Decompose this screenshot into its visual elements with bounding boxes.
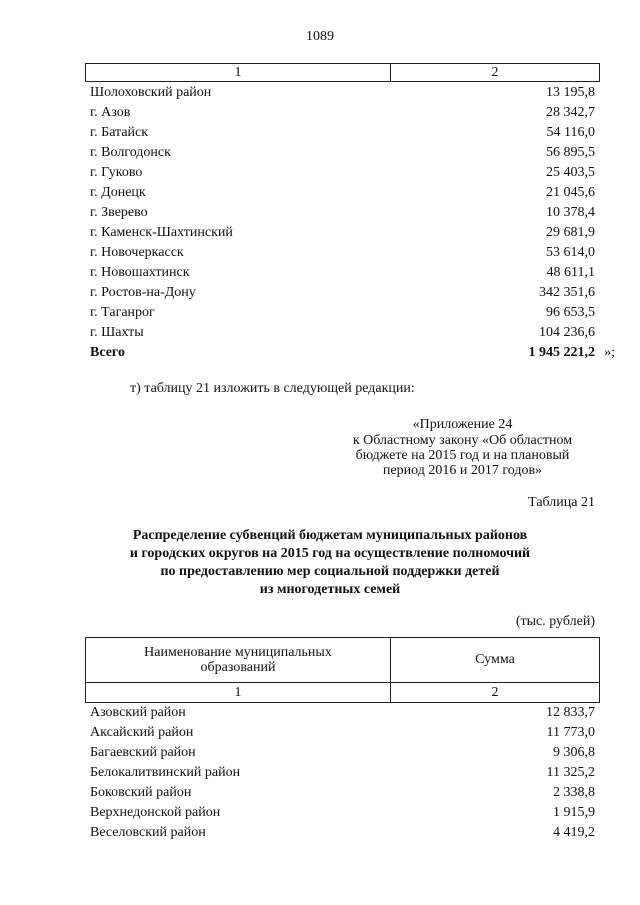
table-row [90, 283, 595, 303]
row-value: 56 895,5 [546, 145, 595, 160]
total-value: 1 945 221,2 [528, 345, 595, 360]
table2-header [85, 637, 600, 703]
row-value: 96 653,5 [546, 305, 595, 320]
header-sum-cell: Сумма [475, 652, 515, 667]
table-row [90, 203, 595, 223]
row-value: 25 403,5 [546, 165, 595, 180]
table1-header [85, 63, 600, 82]
row-value: 10 378,4 [546, 205, 595, 220]
row-name: г. Азов [90, 105, 131, 120]
row-name: Азовский район [90, 705, 186, 720]
row-name: Аксайский район [90, 725, 194, 740]
appendix-line: к Областному закону «Об областном [352, 433, 573, 448]
row-name: Веселовский район [90, 825, 206, 840]
table-row [90, 303, 595, 323]
row-name: г. Каменск-Шахтинский [90, 225, 233, 240]
table1-header-col1: 1 [86, 64, 391, 81]
header-name-line: Наименование муниципальных [144, 645, 332, 660]
row-value: 4 419,2 [553, 825, 595, 840]
table-row [90, 143, 595, 163]
row-name: Багаевский район [90, 745, 196, 760]
table-row [90, 323, 595, 343]
table2-header-col2: 2 [491, 685, 499, 700]
row-value: 21 045,6 [546, 185, 595, 200]
row-value: 11 325,2 [546, 765, 595, 780]
table-label: Таблица 21 [528, 495, 595, 510]
header-name-cell [86, 638, 391, 682]
row-name: г. Новочеркасск [90, 245, 184, 260]
table-title [90, 527, 570, 599]
table-row [90, 163, 595, 183]
row-name: г. Волгодонск [90, 145, 171, 160]
table-row [90, 263, 595, 283]
row-value: 13 195,8 [546, 85, 595, 100]
row-name: г. Новошахтинск [90, 265, 190, 280]
row-name: Боковский район [90, 785, 192, 800]
total-row [90, 343, 615, 363]
table-row [90, 803, 595, 823]
row-value: 48 611,1 [546, 265, 595, 280]
appendix-line: бюджете на 2015 год и на плановый [355, 448, 570, 463]
table-row [90, 83, 595, 103]
page-number: 1089 [306, 29, 334, 44]
row-name: Шолоховский район [90, 85, 212, 100]
table-row [90, 183, 595, 203]
row-name: г. Таганрог [90, 305, 155, 320]
table2-header-col1: 1 [86, 683, 391, 703]
row-value: 2 338,8 [553, 785, 595, 800]
row-value: 28 342,7 [546, 105, 595, 120]
row-value: 11 773,0 [546, 725, 595, 740]
table-row [90, 783, 595, 803]
unit-label: (тыс. рублей) [515, 614, 595, 629]
table-row [90, 743, 595, 763]
row-value: 29 681,9 [546, 225, 595, 240]
title-line: и городских округов на 2015 год на осуществление полномочий [129, 546, 531, 561]
appendix-line: период 2016 и 2017 годов» [382, 463, 543, 478]
row-name: г. Донецк [90, 185, 146, 200]
title-line: из многодетных семей [259, 582, 401, 597]
table-row [90, 763, 595, 783]
row-value: 1 915,9 [553, 805, 595, 820]
title-line: по предоставлению мер социальной поддержки детей [160, 564, 500, 579]
header-name-line: образований [200, 660, 276, 675]
table1-header-col2: 2 [491, 65, 499, 80]
row-value: 342 351,6 [539, 285, 595, 300]
table-row [90, 223, 595, 243]
table-row [90, 123, 595, 143]
quote-close: »; [604, 345, 615, 360]
table-row [90, 243, 595, 263]
amendment-paragraph: т) таблицу 21 изложить в следующей редакции: [130, 381, 415, 396]
table1-body [90, 83, 615, 363]
table2-body [90, 703, 595, 843]
table-row [90, 703, 595, 723]
total-label: Всего [90, 345, 125, 360]
row-value: 12 833,7 [546, 705, 595, 720]
title-line: Распределение субвенций бюджетам муниципальных районов [132, 528, 528, 543]
row-name: г. Гуково [90, 165, 143, 180]
table-row [90, 723, 595, 743]
row-value: 9 306,8 [553, 745, 595, 760]
row-name: г. Батайск [90, 125, 149, 140]
row-name: Белокалитвинский район [90, 765, 241, 780]
row-value: 53 614,0 [546, 245, 595, 260]
appendix-line: «Приложение 24 [412, 417, 513, 432]
row-value: 104 236,6 [539, 325, 595, 340]
row-name: Верхнедонской район [90, 805, 221, 820]
row-name: г. Шахты [90, 325, 144, 340]
row-value: 54 116,0 [546, 125, 595, 140]
row-name: г. Зверево [90, 205, 148, 220]
row-name: г. Ростов-на-Дону [90, 285, 196, 300]
table-row [90, 103, 595, 123]
table-row [90, 823, 595, 843]
